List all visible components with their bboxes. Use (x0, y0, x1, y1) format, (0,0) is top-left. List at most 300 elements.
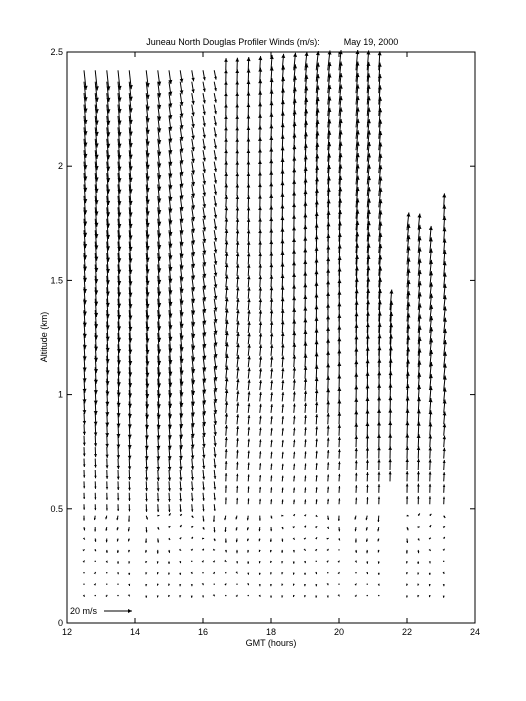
wind-vector (203, 150, 206, 161)
wind-vector (270, 527, 272, 531)
wind-vector (203, 93, 206, 103)
wind-vector (429, 561, 431, 563)
wind-vector (225, 572, 226, 573)
wind-vector (203, 139, 206, 150)
wind-vector (168, 538, 170, 540)
wind-vector (202, 481, 205, 490)
wind-vector (157, 538, 159, 542)
wind-vector (214, 242, 218, 254)
wind-vector (94, 538, 96, 541)
y-tick-label: 2 (57, 161, 63, 172)
wind-vector (83, 595, 85, 597)
wind-vector (146, 516, 148, 520)
wind-vector (191, 493, 194, 501)
wind-vector (406, 496, 408, 504)
wind-vector (236, 498, 238, 504)
wind-vector (247, 80, 251, 93)
wind-vector (282, 452, 284, 459)
wind-vector (106, 481, 108, 489)
wind-vector (293, 416, 296, 425)
wind-vector (259, 573, 261, 575)
x-axis-label: GMT (hours) (245, 638, 297, 648)
wind-vector (128, 573, 130, 575)
wind-vector (258, 252, 262, 264)
wind-vector (202, 493, 204, 501)
wind-vector (236, 450, 239, 459)
wind-vector (282, 464, 284, 470)
wind-vector (270, 310, 274, 322)
wind-vector (214, 173, 217, 184)
wind-vector (259, 428, 261, 436)
wind-vector (224, 127, 228, 139)
wind-vector (191, 93, 194, 104)
wind-vector (429, 472, 432, 482)
wind-vector (304, 538, 306, 540)
wind-vector (417, 459, 420, 470)
wind-vector (270, 499, 272, 504)
wind-vector (235, 58, 239, 70)
wind-vector (106, 504, 108, 510)
wind-vector (236, 275, 240, 287)
wind-vector (293, 452, 295, 459)
wind-vector (417, 572, 419, 574)
wind-vector (355, 550, 357, 553)
wind-vector (293, 514, 295, 516)
wind-vector (224, 161, 228, 173)
wind-vector (417, 496, 419, 504)
wind-vector (281, 538, 283, 541)
wind-vector (304, 451, 306, 458)
wind-vector (179, 504, 181, 512)
wind-vector (354, 423, 358, 436)
wind-vector (304, 366, 308, 379)
wind-vector (270, 550, 272, 552)
wind-vector (94, 493, 96, 500)
wind-vector (117, 447, 120, 459)
wind-vector (417, 561, 419, 564)
wind-vector (225, 527, 227, 532)
wind-vectors (82, 50, 447, 598)
wind-vector (292, 331, 296, 344)
x-tick-label: 14 (129, 627, 141, 637)
wind-vector (293, 391, 296, 401)
wind-vector (281, 561, 283, 563)
scale-arrow (104, 609, 132, 613)
wind-vector (106, 572, 107, 573)
wind-vector (293, 561, 295, 563)
wind-vector (202, 572, 203, 573)
wind-vector (225, 550, 227, 552)
wind-vector (225, 263, 229, 276)
wind-vector (214, 230, 217, 241)
wind-vector (428, 410, 432, 424)
wind-vector (145, 561, 147, 563)
scale-label: 20 m/s (70, 606, 98, 616)
wind-vector (337, 412, 341, 424)
y-axis-label: Altitude (km) (39, 311, 49, 363)
wind-vector (281, 527, 283, 529)
wind-vector (157, 527, 159, 530)
wind-vector (202, 436, 206, 448)
wind-vector (157, 515, 159, 517)
wind-vector (225, 309, 229, 322)
wind-vector (281, 321, 285, 333)
wind-vector (327, 572, 328, 573)
wind-vector (293, 595, 295, 597)
wind-vector (235, 150, 239, 162)
wind-vector (202, 196, 206, 208)
wind-vector (281, 572, 283, 574)
wind-vector (417, 471, 420, 481)
wind-vector (292, 320, 296, 333)
wind-vector (236, 390, 239, 401)
wind-vector (94, 447, 97, 457)
wind-vector (128, 504, 130, 511)
wind-vector (270, 464, 272, 470)
wind-vector (145, 538, 147, 542)
wind-vector (180, 514, 182, 516)
wind-vector (269, 229, 273, 242)
wind-vector (258, 195, 262, 208)
wind-vector (418, 513, 420, 515)
wind-vector (157, 595, 159, 597)
wind-vector (191, 516, 193, 518)
wind-vector (259, 344, 262, 355)
wind-vector (157, 493, 160, 502)
wind-vector (315, 596, 317, 598)
wind-vector (366, 561, 368, 563)
wind-vector (224, 195, 228, 207)
y-tick-label: 0.5 (50, 503, 63, 514)
wind-vector (225, 473, 227, 481)
wind-vector (378, 497, 380, 505)
y-axis (50, 47, 475, 628)
scale-legend (70, 606, 132, 616)
wind-vector (247, 115, 251, 128)
wind-vector (236, 321, 240, 333)
wind-vector (327, 516, 329, 520)
wind-vector (366, 497, 368, 504)
wind-vector (281, 274, 285, 287)
wind-vector (248, 427, 251, 436)
wind-vector (293, 440, 295, 447)
wind-vector (106, 70, 110, 90)
wind-vector (388, 446, 392, 458)
wind-vector (236, 516, 238, 520)
wind-vector (338, 538, 340, 540)
wind-vector (338, 449, 341, 458)
wind-vector (236, 402, 239, 413)
wind-vector (214, 583, 215, 584)
wind-vector (128, 516, 130, 522)
wind-vector (407, 527, 409, 530)
wind-vector (202, 459, 205, 469)
wind-vector (247, 287, 250, 299)
wind-vector (247, 138, 251, 150)
wind-vector (214, 116, 217, 126)
wind-vector (224, 149, 228, 161)
wind-vector (214, 105, 217, 115)
wind-vector (338, 561, 340, 563)
wind-vector (202, 504, 204, 511)
wind-vector (366, 485, 368, 493)
wind-vector (83, 447, 86, 456)
wind-vector (259, 404, 262, 413)
wind-vector (259, 356, 262, 367)
wind-vector (258, 160, 262, 173)
wind-vector (259, 299, 262, 311)
wind-vector (378, 573, 380, 575)
wind-vector (443, 472, 446, 481)
wind-vector (191, 70, 194, 81)
wind-vector (191, 82, 194, 93)
wind-vector (282, 440, 284, 447)
wind-vector (338, 498, 340, 504)
wind-vector (270, 561, 272, 563)
wind-vector (247, 538, 249, 541)
wind-vector (315, 414, 318, 424)
wind-vector (282, 404, 285, 413)
wind-vector (83, 561, 85, 563)
wind-vector (157, 504, 159, 512)
wind-vector (191, 173, 195, 186)
wind-vector (247, 561, 249, 564)
wind-vector (248, 415, 251, 424)
wind-vector (293, 550, 295, 552)
wind-vector (225, 485, 227, 493)
wind-vector (293, 464, 295, 470)
wind-vector (106, 538, 108, 542)
wind-vector (236, 595, 238, 597)
wind-vector (281, 515, 283, 517)
x-tick-label: 16 (197, 627, 209, 637)
wind-vector (377, 472, 380, 482)
wind-vector (293, 488, 295, 493)
wind-vector (270, 380, 273, 390)
wind-vector (304, 526, 306, 528)
wind-vector (168, 526, 170, 528)
wind-vector (259, 416, 262, 425)
wind-vector (191, 139, 195, 151)
wind-vector (94, 516, 96, 520)
wind-vector (235, 69, 239, 81)
wind-vector (315, 377, 319, 390)
wind-vector (417, 595, 419, 597)
wind-vector (429, 484, 432, 493)
wind-vector (202, 595, 204, 597)
wind-vector (179, 493, 182, 502)
wind-vector (282, 499, 284, 504)
wind-vector (128, 594, 130, 596)
wind-vector (224, 516, 226, 520)
wind-vector (225, 354, 229, 367)
wind-vector (442, 572, 444, 574)
wind-vector (428, 447, 432, 459)
x-tick-label: 12 (61, 627, 73, 637)
chart-date: May 19, 2000 (343, 37, 399, 47)
wind-vector (327, 499, 329, 504)
wind-vector (224, 58, 228, 70)
wind-vector (247, 195, 251, 207)
wind-vector (214, 470, 217, 479)
wind-vector (202, 527, 204, 530)
wind-vector (236, 355, 240, 367)
wind-vector (315, 584, 317, 586)
wind-vector (304, 595, 306, 597)
wind-vector (269, 240, 273, 253)
wind-vector (202, 583, 204, 585)
wind-vector (117, 493, 119, 501)
wind-vector (203, 82, 206, 92)
wind-vector (443, 412, 447, 425)
wind-vector (225, 297, 229, 310)
wind-vector (117, 516, 119, 520)
wind-vector (213, 572, 215, 574)
wind-vector (247, 126, 251, 139)
wind-vector (315, 572, 317, 574)
wind-vector (156, 459, 160, 471)
wind-vector (213, 424, 216, 435)
wind-vector (202, 447, 205, 458)
wind-vector (128, 527, 130, 531)
wind-vector (247, 298, 250, 310)
wind-vector (83, 436, 86, 446)
wind-vector (417, 538, 419, 540)
wind-vector (442, 205, 446, 219)
wind-vector (355, 485, 357, 493)
wind-vector (191, 572, 193, 574)
wind-vector (117, 459, 120, 470)
wind-vector (366, 516, 368, 520)
wind-vector (214, 196, 217, 207)
wind-vector (214, 162, 217, 172)
wind-vector (406, 538, 408, 543)
wind-vector (224, 560, 226, 562)
wind-vector (203, 162, 206, 173)
wind-vector (83, 459, 86, 467)
wind-vector (327, 487, 329, 493)
wind-vector (429, 573, 431, 575)
wind-vector (235, 81, 239, 93)
wind-vector (304, 415, 307, 424)
wind-vector (203, 116, 206, 127)
wind-vector (270, 368, 273, 378)
wind-vector (443, 537, 445, 539)
wind-vector (269, 217, 273, 230)
wind-vector (270, 392, 273, 401)
wind-vector (443, 549, 445, 551)
wind-vector (213, 413, 217, 425)
wind-vector (367, 583, 368, 584)
wind-vector (270, 298, 274, 310)
wind-vector (145, 584, 147, 586)
wind-vector (406, 572, 408, 574)
wind-vector (83, 537, 85, 539)
wind-vector (202, 242, 206, 255)
wind-vector (83, 527, 85, 530)
wind-vector (338, 486, 340, 493)
wind-vector (417, 550, 419, 553)
wind-vector (128, 481, 131, 490)
x-tick-label: 18 (265, 627, 277, 637)
wind-vector (128, 550, 130, 552)
wind-vector (145, 470, 148, 481)
wind-vector (247, 218, 251, 230)
wind-vector (258, 172, 262, 185)
y-tick-label: 0 (57, 618, 63, 628)
wind-vector (191, 470, 194, 480)
wind-vector (105, 447, 108, 458)
y-tick-label: 1.5 (50, 275, 63, 286)
wind-vector (443, 436, 446, 447)
y-tick-label: 2.5 (50, 47, 63, 57)
wind-vector (428, 459, 431, 470)
wind-vector (225, 218, 229, 230)
wind-vector (258, 264, 262, 276)
wind-vector (304, 573, 306, 575)
wind-vector (236, 550, 238, 553)
wind-vector (236, 184, 240, 196)
wind-vector (117, 595, 118, 596)
wind-vector (316, 499, 318, 504)
x-tick-label: 20 (333, 627, 345, 637)
wind-vector (236, 332, 240, 344)
wind-vector (95, 595, 96, 596)
wind-vector (315, 537, 317, 539)
wind-vector (225, 425, 228, 436)
wind-vector (315, 526, 317, 528)
wind-vector (355, 448, 358, 459)
wind-vector (236, 571, 238, 573)
wind-vector (337, 399, 341, 412)
wind-vector (94, 504, 96, 510)
wind-vector (128, 470, 131, 480)
wind-vector (129, 70, 133, 89)
wind-vector (235, 92, 239, 104)
wind-vector (304, 548, 306, 550)
wind-vector (259, 310, 262, 322)
wind-vector (405, 459, 408, 470)
wind-vector (117, 561, 119, 563)
wind-vector (145, 550, 147, 553)
wind-vector (378, 561, 380, 563)
wind-vector (213, 390, 217, 403)
wind-vector (406, 471, 409, 481)
wind-vector (259, 499, 261, 504)
wind-vector (168, 573, 170, 575)
wind-vector (191, 116, 195, 128)
wind-vector (316, 561, 317, 562)
wind-vector (292, 355, 296, 367)
wind-vector (106, 470, 109, 479)
wind-vector (259, 322, 262, 333)
wind-vector (214, 481, 216, 489)
wind-vector (248, 486, 250, 492)
wind-vector (327, 527, 329, 529)
wind-vector (203, 70, 206, 80)
wind-vector (443, 399, 447, 412)
wind-vector (326, 401, 330, 413)
wind-vector (225, 538, 227, 542)
wind-vector (248, 451, 250, 459)
wind-vector (83, 493, 85, 499)
wind-vector (179, 595, 181, 597)
wind-vector (236, 264, 240, 276)
wind-vector (236, 195, 240, 207)
wind-vector (214, 219, 217, 230)
wind-vector (304, 463, 306, 470)
wind-vector (377, 459, 380, 470)
